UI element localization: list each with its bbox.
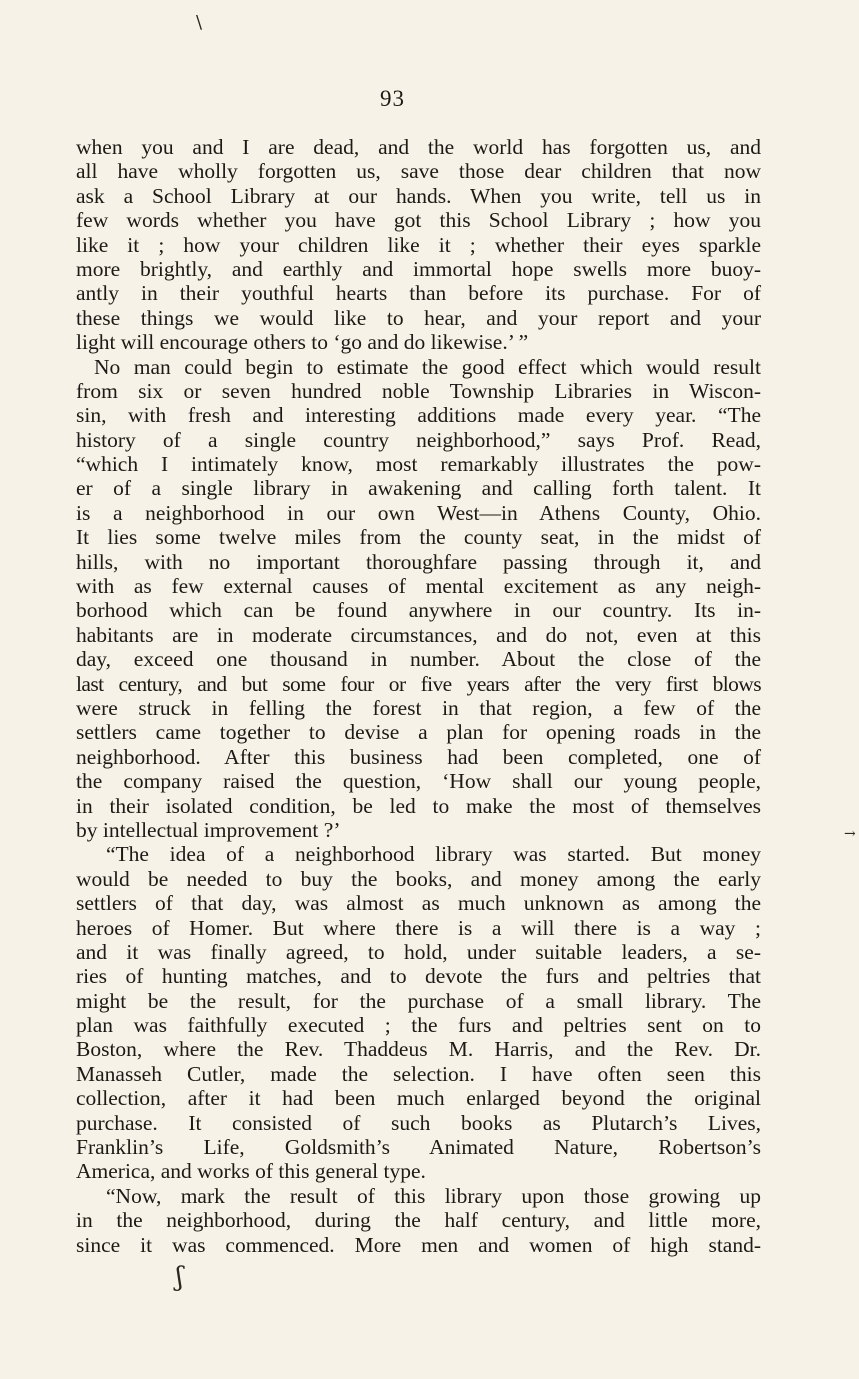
text-line: borhood which can be found anywhere in our country. Its in- (76, 598, 761, 623)
text-line: Manasseh Cutler, made the selection. I have often seen this (76, 1061, 761, 1086)
stray-mark-top: \ (196, 12, 203, 33)
text-line: all have wholly forgotten us, save those dear children that now (76, 159, 761, 184)
text-line: America, and works of this general type. (76, 1159, 426, 1184)
body-text (76, 135, 761, 1257)
text-line: antly in their youthful hearts than before its purchase. For of (76, 281, 761, 306)
text-line: It lies some twelve miles from the county seat, in the midst of (76, 525, 761, 550)
text-line: ask a School Library at our hands. When you write, tell us in (76, 183, 761, 208)
text-line: Boston, where the Rev. Thaddeus M. Harris, and the Rev. Dr. (76, 1037, 761, 1062)
text-line: since it was commenced. More men and women of high stand- (76, 1232, 761, 1257)
text-line: few words whether you have got this School Library ; how you (76, 208, 761, 233)
text-line: in their isolated condition, be led to make the most of themselves (76, 793, 761, 818)
text-line: would be needed to buy the books, and money among the early (76, 866, 761, 891)
text-line: history of a single country neighborhood,” says Prof. Read, (76, 427, 761, 452)
text-line: day, exceed one thousand in number. About the close of the (76, 647, 761, 672)
text-line: when you and I are dead, and the world has forgotten us, and (76, 135, 761, 159)
text-line: “Now, mark the result of this library upon those growing up (106, 1183, 761, 1208)
text-line: is a neighborhood in our own West—in Athens County, Ohio. (76, 500, 761, 525)
text-line: habitants are in moderate circumstances, and do not, even at this (76, 622, 761, 647)
text-line: might be the result, for the purchase of a small library. The (76, 988, 761, 1013)
text-line: sin, with fresh and interesting additions made every year. “The (76, 403, 761, 428)
text-line: settlers of that day, was almost as much unknown as among the (76, 891, 761, 916)
text-line: “which I intimately know, most remarkably illustrates the pow- (76, 452, 761, 477)
text-line: hills, with no important thoroughfare passing through it, and (76, 549, 761, 574)
text-line: purchase. It consisted of such books as Plutarch’s Lives, (76, 1110, 761, 1135)
text-line: Franklin’s Life, Goldsmith’s Animated Nature, Robertson’s (76, 1135, 761, 1160)
text-line: last century, and but some four or five years after the very first blows (76, 671, 761, 696)
stray-mark-bottom: ʃ (176, 1262, 184, 1292)
text-line: and it was finally agreed, to hold, under suitable leaders, a se- (76, 939, 761, 964)
text-line: No man could begin to estimate the good effect which would result (94, 354, 761, 379)
text-line: ries of hunting matches, and to devote the furs and peltries that (76, 964, 761, 989)
text-line: “The idea of a neighborhood library was started. But money (106, 842, 761, 867)
text-line: more brightly, and earthly and immortal hope swells more buoy- (76, 256, 761, 281)
text-line: er of a single library in awakening and calling forth talent. It (76, 476, 761, 501)
text-line: in the neighborhood, during the half century, and little more, (76, 1208, 761, 1233)
stray-mark-right: → (844, 826, 856, 842)
text-line: light will encourage others to ‘go and do likewise.’ ” (76, 330, 529, 355)
text-line: were struck in felling the forest in that region, a few of the (76, 695, 761, 720)
text-line: with as few external causes of mental excitement as any neigh- (76, 574, 761, 599)
text-line: the company raised the question, ‘How shall our young people, (76, 769, 761, 794)
text-line: neighborhood. After this business had been completed, one of (76, 744, 761, 769)
text-line: these things we would like to hear, and your report and your (76, 305, 761, 330)
text-line: heroes of Homer. But where there is a will there is a way ; (76, 915, 761, 940)
page-number: 93 (380, 86, 405, 111)
text-line: like it ; how your children like it ; whether their eyes sparkle (76, 232, 761, 257)
text-line: from six or seven hundred noble Township Libraries in Wiscon- (76, 378, 761, 403)
text-line: by intellectual improvement ?’ (76, 817, 341, 842)
text-line: plan was faithfully executed ; the furs and peltries sent on to (76, 1013, 761, 1038)
text-line: collection, after it had been much enlarged beyond the original (76, 1086, 761, 1111)
text-line: settlers came together to devise a plan for opening roads in the (76, 720, 761, 745)
